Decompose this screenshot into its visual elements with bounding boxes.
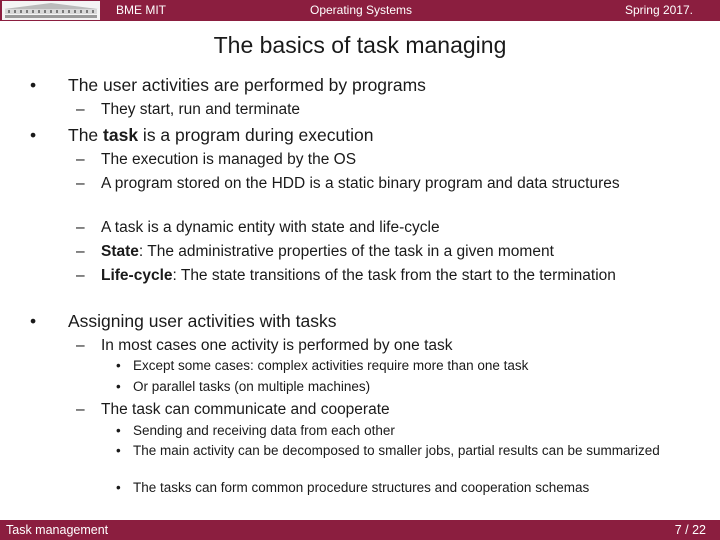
- dash-marker: –: [76, 243, 85, 260]
- university-building-logo: [2, 1, 100, 20]
- term-state-definition: : The administrative properties of the task in a given moment: [138, 243, 554, 260]
- dash-marker: –: [76, 267, 85, 284]
- bullet-text: [68, 124, 373, 146]
- dash-marker: –: [76, 401, 85, 418]
- bullet-marker: •: [30, 311, 37, 331]
- sub-bullet-text: A program stored on the HDD is a static binary program and data structures: [101, 175, 620, 192]
- term-life-cycle-definition: : The state transitions of the task from the start to the termination: [172, 267, 616, 284]
- dash-marker: –: [76, 151, 85, 168]
- bullet-marker: •: [30, 75, 37, 95]
- dash-marker: –: [76, 101, 85, 118]
- term-state: State: [101, 243, 139, 260]
- sub-bullet-text: In most cases one activity is performed by one task: [101, 337, 453, 354]
- header-semester: Spring 2017.: [624, 3, 693, 17]
- dash-marker: –: [76, 175, 85, 192]
- bullet-text: The user activities are performed by programs: [68, 75, 426, 95]
- bullet-text-pre: The: [68, 125, 104, 145]
- sub-sub-bullet-text: Sending and receiving data from each other: [133, 423, 395, 438]
- footer-section-title: Task management: [6, 523, 109, 537]
- bullet-marker: •: [116, 443, 121, 458]
- sub-bullet-text: They start, run and terminate: [101, 101, 301, 118]
- dash-marker: –: [76, 337, 85, 354]
- bullet-marker: •: [116, 480, 121, 495]
- header-course: Operating Systems: [310, 3, 413, 17]
- sub-bullet-text: The execution is managed by the OS: [101, 151, 357, 168]
- bullet-text-bold: task: [103, 125, 139, 145]
- sub-sub-bullet-text: The main activity can be decomposed to smaller jobs, partial results can be summarized: [133, 443, 660, 458]
- dash-marker: –: [76, 219, 85, 236]
- bullet-marker: •: [30, 125, 37, 145]
- slide-title: The basics of task managing: [213, 32, 507, 58]
- sub-sub-bullet-text: Except some cases: complex activities require more than one task: [133, 358, 529, 373]
- footer-bar: [0, 520, 720, 540]
- bullet-marker: •: [116, 379, 121, 394]
- bullet-marker: •: [116, 423, 121, 438]
- bullet-text-post: is a program during execution: [138, 125, 374, 145]
- sub-bullet-text: [101, 266, 676, 285]
- sub-sub-bullet-text: The tasks can form common procedure structures and cooperation schemas: [133, 480, 590, 495]
- sub-bullet-text: A task is a dynamic entity with state and life-cycle: [101, 219, 440, 236]
- header-bar: [0, 0, 720, 21]
- sub-bullet-text: [101, 242, 676, 261]
- term-life-cycle: Life-cycle: [101, 267, 173, 284]
- header-institution: BME MIT: [116, 3, 166, 17]
- page-number: 7 / 22: [674, 523, 706, 537]
- sub-bullet-text: The task can communicate and cooperate: [101, 401, 390, 418]
- sub-sub-bullet-text: Or parallel tasks (on multiple machines): [133, 379, 371, 394]
- bullet-marker: •: [116, 358, 121, 373]
- bullet-text: Assigning user activities with tasks: [68, 311, 337, 331]
